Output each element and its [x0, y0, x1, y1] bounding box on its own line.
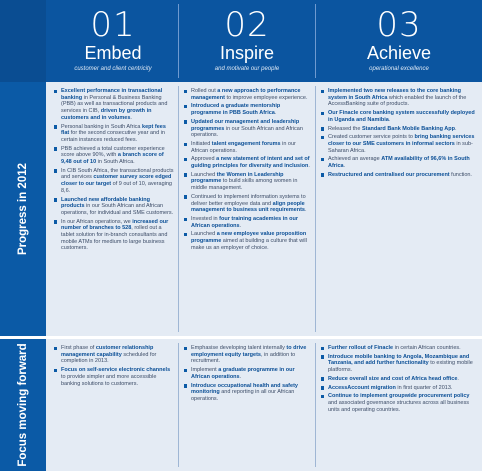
list-item: Our Finacle core banking system successfully deployed in Uganda and Namibia. [321, 110, 477, 123]
list-item: Introduced a graduate mentorship programme in PBB South Africa. [184, 103, 311, 116]
header-title: Embed [84, 43, 142, 63]
list-item: Excellent performance in transactional banking in Personal & Business Banking (PBB) as well as transactional products and services in CIB, driven by growth in customers and in volumes. [54, 88, 174, 122]
list-item: Launched the Women in Leadership programme to build skills among women in middle management. [184, 172, 311, 192]
focus-embed-column [54, 345, 174, 389]
list-item: Introduce mobile banking to Angola, Mozambique and Tanzania, and add further functionality to existing mobile platforms. [321, 354, 477, 374]
table-header [0, 0, 482, 82]
header-subtitle: customer and client centricity [74, 66, 152, 72]
list-item: Implemented two new releases to the core banking system in South Africa which enabled the launch of the AccessBanking suite of products. [321, 88, 477, 108]
row-label-focus [0, 339, 46, 471]
list-item: Further rollout of Finacle in certain African countries. [321, 345, 477, 352]
progress-achieve-column [321, 88, 477, 180]
list-item: Created customer service points to bring banking services closer to our SME customers in informal sectors in sub-Saharan Africa. [321, 134, 477, 154]
header-number: 01 [90, 5, 136, 45]
list-item: AccessAccount migration in first quarter of 2013. [321, 385, 477, 392]
header-column-embed [48, 0, 178, 82]
list-item: Emphasise developing talent internally to drive employment equity targets, in addition to recruitment. [184, 345, 311, 365]
list-item: Launched new affordable banking products in our South African and African operations, for individual and SME customers. [54, 197, 174, 217]
list-item: Continue to implement groupwide procurement policy and associated governance structures across all business units and operating countries. [321, 393, 477, 413]
list-item: Continued to implement information systems to deliver better employee data and align people management to business unit requirements. [184, 194, 311, 214]
header-subtitle: and motivate our people [214, 66, 280, 72]
list-item: Released the Standard Bank Mobile Banking App. [321, 126, 477, 133]
list-item: Initiated talent engagement forums in our African operations. [184, 141, 311, 154]
list-item: Restructured and centralised our procurement function. [321, 172, 477, 179]
list-item: Launched a new employee value proposition programme aimed at building a culture that will make us an employer of choice. [184, 231, 311, 251]
list-item: Implement a graduate programme in our African operations. [184, 367, 311, 380]
list-item: Introduce occupational health and safety monitoring and reporting in all our African operations. [184, 383, 311, 403]
column-divider [178, 343, 179, 467]
list-item: Rolled out a new approach to performance management to improve employee experience. [184, 88, 311, 101]
list-item: PBB achieved a total customer experience score above 90%, with a branch score of 9,48 out of 10 in South Africa. [54, 146, 174, 166]
header-subtitle: operational excellence [369, 66, 429, 72]
column-divider [178, 86, 179, 332]
list-item: First phase of customer relationship management capability scheduled for completion in 2013. [54, 345, 174, 365]
list-item: In CIB South Africa, the transactional products and services customer survey score edged closer to our target of 9 out of 10, averaging 8,6. [54, 168, 174, 195]
focus-achieve-column [321, 345, 477, 415]
list-item: Achieved an average ATM availability of 96,6% in South Africa. [321, 156, 477, 169]
header-title: Achieve [366, 43, 432, 63]
column-divider [315, 343, 316, 467]
list-item: Updated our management and leadership programmes in our South African and African operations. [184, 119, 311, 139]
list-item: Reduce overall size and cost of Africa head office. [321, 376, 477, 383]
header-number: 02 [224, 5, 270, 45]
row-label-progress [0, 82, 46, 336]
progress-inspire-column [184, 88, 311, 253]
header-column-inspire [179, 0, 315, 82]
progress-embed-column [54, 88, 174, 254]
list-item: Personal banking in South Africa kept fees flat for the second consecutive year and in certain instances reduced fees. [54, 124, 174, 144]
header-title: Inspire [219, 43, 275, 63]
list-item: In our African operations, we increased our number of branches to 528, rolled out a tablet solution for in-branch consultants and mobile ATMs for medium to large business customers. [54, 219, 174, 253]
focus-inspire-column [184, 345, 311, 405]
row-label-text: Progress in 2012 [17, 162, 29, 256]
list-item: Invested in four training academies in our African operations. [184, 216, 311, 229]
list-item: Focus on self-service electronic channels to provide simpler and more accessible banking solutions to customers. [54, 367, 174, 387]
header-corner [0, 0, 46, 82]
row-label-text: Focus moving forward [17, 343, 29, 467]
list-item: Approved a new statement of intent and set of guiding principles for diversity and inclusion. [184, 156, 311, 169]
header-number: 03 [376, 5, 422, 45]
column-divider [315, 86, 316, 332]
header-column-achieve [316, 0, 482, 82]
